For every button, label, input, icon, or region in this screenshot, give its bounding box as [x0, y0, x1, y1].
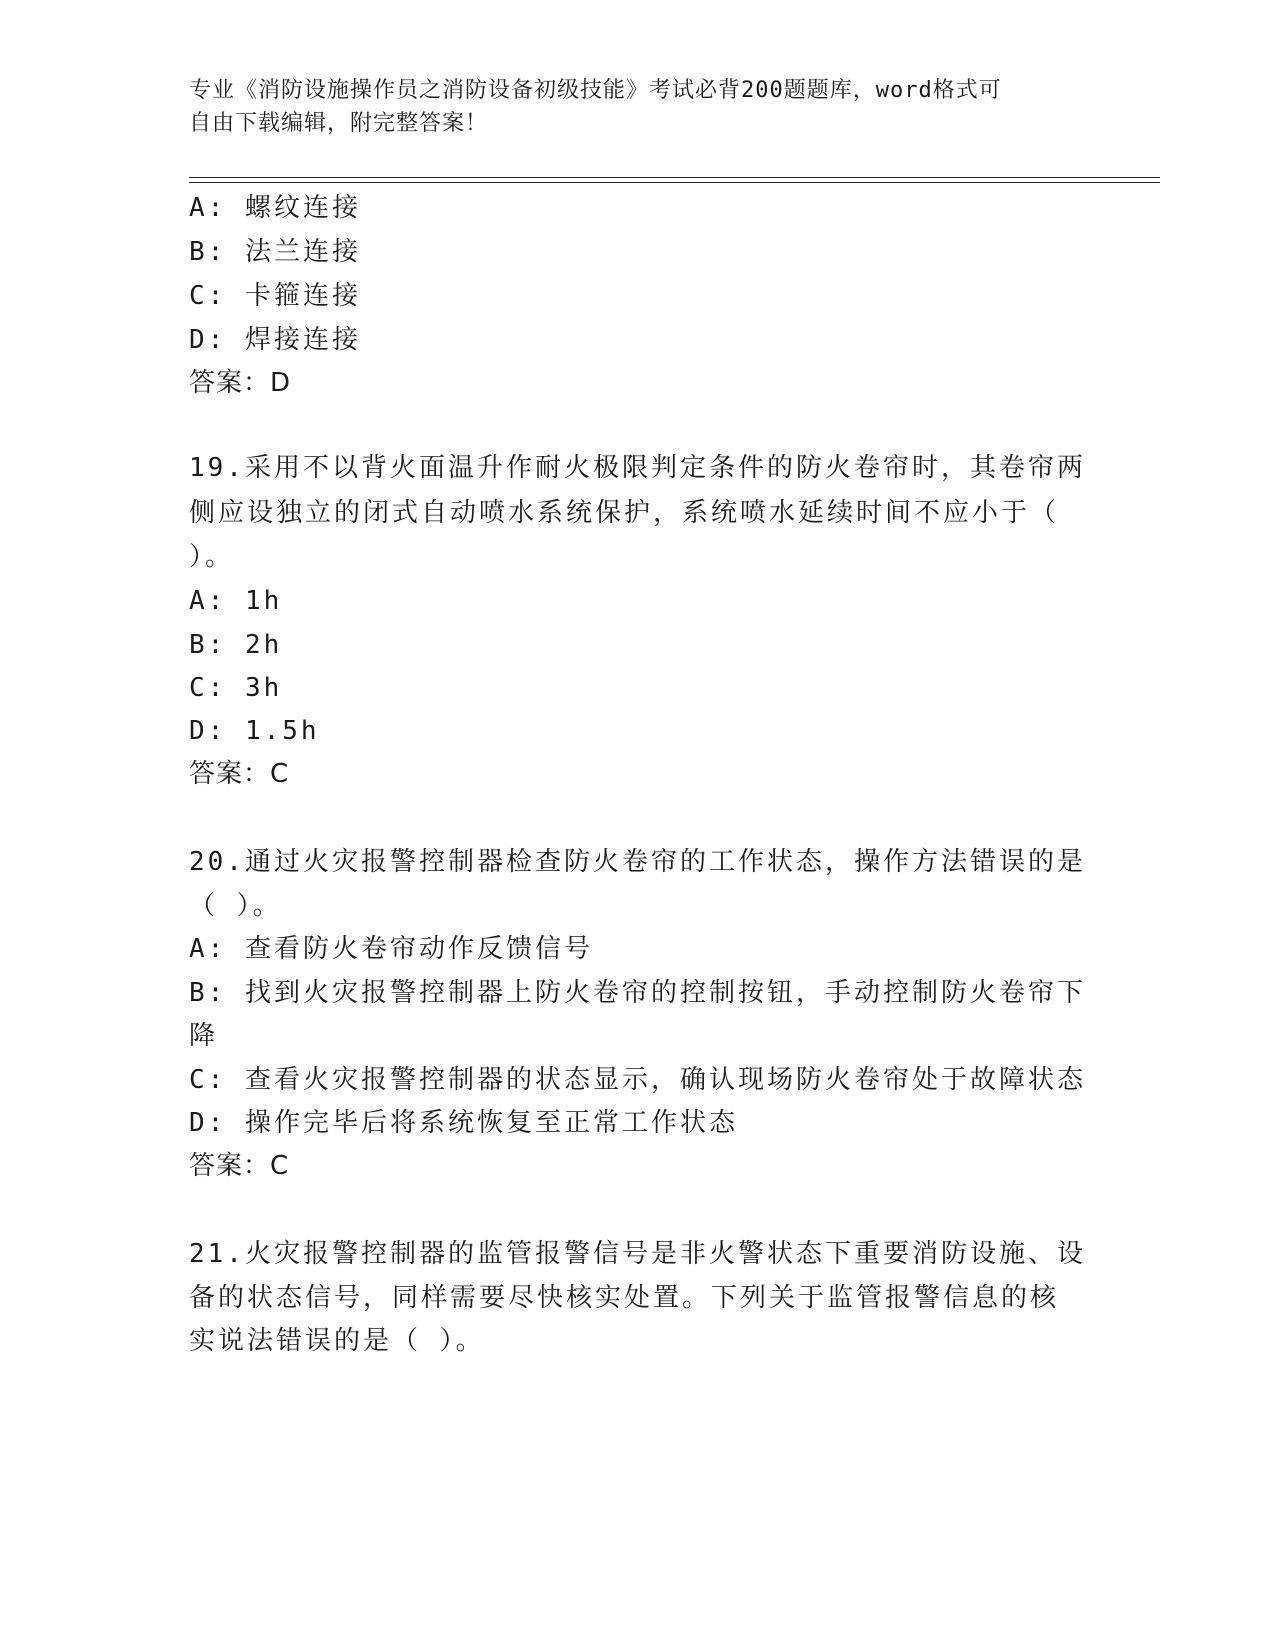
q20-option-a: A: 查看防火卷帘动作反馈信号: [189, 934, 593, 964]
q19-option-d: D: 1.5h: [189, 716, 320, 746]
q20-option-d: D: 操作完毕后将系统恢复至正常工作状态: [189, 1108, 738, 1138]
q20-option-c: C: 查看火灾报警控制器的状态显示，确认现场防火卷帘处于故障状态: [189, 1065, 1086, 1095]
q21-stem-line-3: 实说法错误的是（ ）。: [189, 1326, 485, 1356]
q19-option-c: C: 3h: [189, 673, 283, 703]
q19-stem-line-2: 侧应设独立的闭式自动喷水系统保护，系统喷水延续时间不应小于（: [189, 498, 1060, 528]
q20-stem-line-1: 20.通过火灾报警控制器检查防火卷帘的工作状态，操作方法错误的是: [189, 847, 1086, 877]
q18-answer: 答案：D: [189, 368, 292, 398]
q19-answer: 答案：C: [189, 759, 290, 789]
q18-option-c: C: 卡箍连接: [189, 281, 361, 311]
q19-option-b: B: 2h: [189, 630, 283, 660]
header-divider-bottom: [189, 182, 1160, 183]
q19-option-a: A: 1h: [189, 586, 283, 616]
q19-stem-line-1: 19.采用不以背火面温升作耐火极限判定条件的防火卷帘时，其卷帘两: [189, 453, 1086, 483]
q18-option-b: B: 法兰连接: [189, 237, 361, 267]
header-line-2: 自由下载编辑，附完整答案！: [189, 111, 489, 136]
q20-answer: 答案：C: [189, 1151, 290, 1181]
q20-option-b: B: 找到火灾报警控制器上防火卷帘的控制按钮，手动控制防火卷帘下: [189, 978, 1086, 1008]
q20-option-b-continued: 降: [189, 1021, 219, 1051]
q21-stem-line-2: 备的状态信号，同样需要尽快核实处置。下列关于监管报警信息的核: [189, 1283, 1060, 1313]
document-header: [189, 74, 1069, 140]
q18-option-a: A: 螺纹连接: [189, 193, 361, 223]
q19-stem-line-3: ）。: [189, 542, 235, 572]
header-line-1: 专业《消防设施操作员之消防设备初级技能》考试必背200题题库，word格式可: [189, 78, 1002, 103]
q18-option-d: D: 焊接连接: [189, 325, 361, 355]
q20-stem-line-2: （ ）。: [189, 891, 282, 921]
q21-stem-line-1: 21.火灾报警控制器的监管报警信号是非火警状态下重要消防设施、设: [189, 1239, 1086, 1269]
header-divider-top: [189, 177, 1160, 178]
